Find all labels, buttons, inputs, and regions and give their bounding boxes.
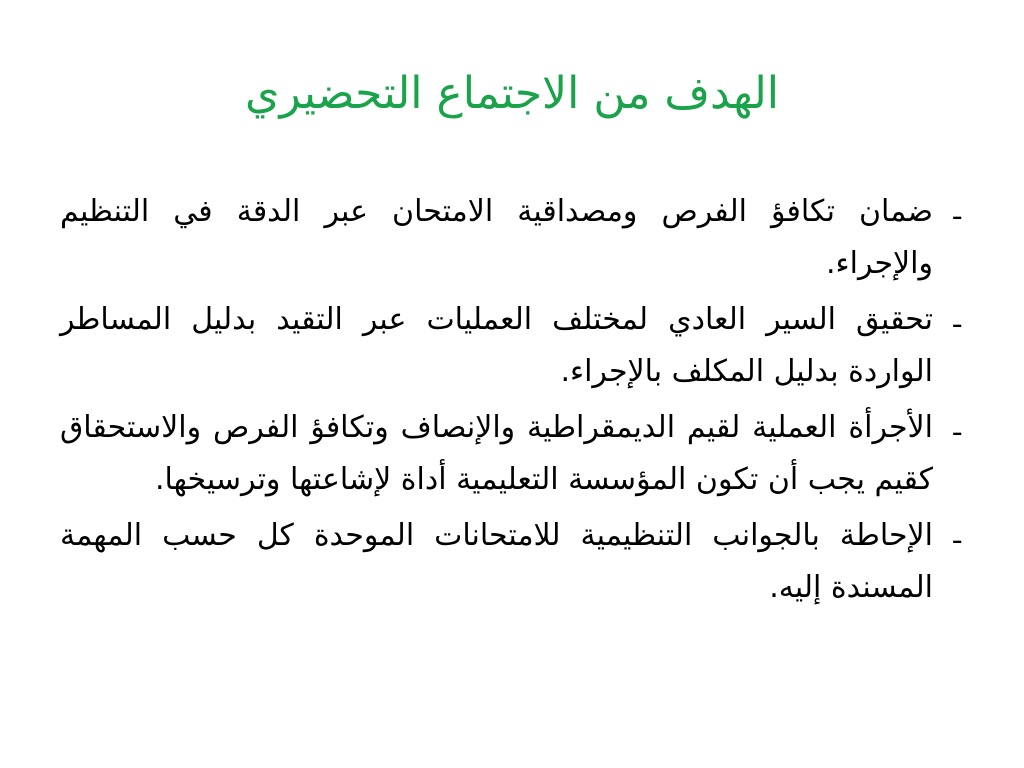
dash-bullet-icon: ـ: [953, 196, 961, 226]
slide-title: الهدف من الاجتماع التحضيري: [245, 68, 779, 119]
dash-bullet-icon: ـ: [953, 520, 961, 550]
bullet-text-4: الإحاطة بالجوانب التنظيمية للامتحانات الموحدة كل حسب المهمة المسندة إليه.: [60, 518, 933, 605]
bullet-item-3: [60, 402, 961, 506]
bullet-item-4: [60, 510, 961, 614]
bullet-list: [60, 186, 961, 618]
bullet-text-2: تحقيق السير العادي لمختلف العمليات عبر التقيد بدليل المساطر الواردة بدليل المكلف بالإجراء.: [60, 302, 933, 389]
bullet-item-2: [60, 294, 961, 398]
bullet-text-3: الأجرأة العملية لقيم الديمقراطية والإنصاف وتكافؤ الفرص والاستحقاق كقيم يجب أن تكون المؤسسة التعليمية أداة لإشاعتها وترسيخها.: [60, 410, 933, 497]
bullet-text-1: ضمان تكافؤ الفرص ومصداقية الامتحان عبر الدقة في التنظيم والإجراء.: [60, 194, 933, 281]
dash-bullet-icon: ـ: [953, 304, 961, 334]
dash-bullet-icon: ـ: [953, 412, 961, 442]
bullet-item-1: [60, 186, 961, 290]
